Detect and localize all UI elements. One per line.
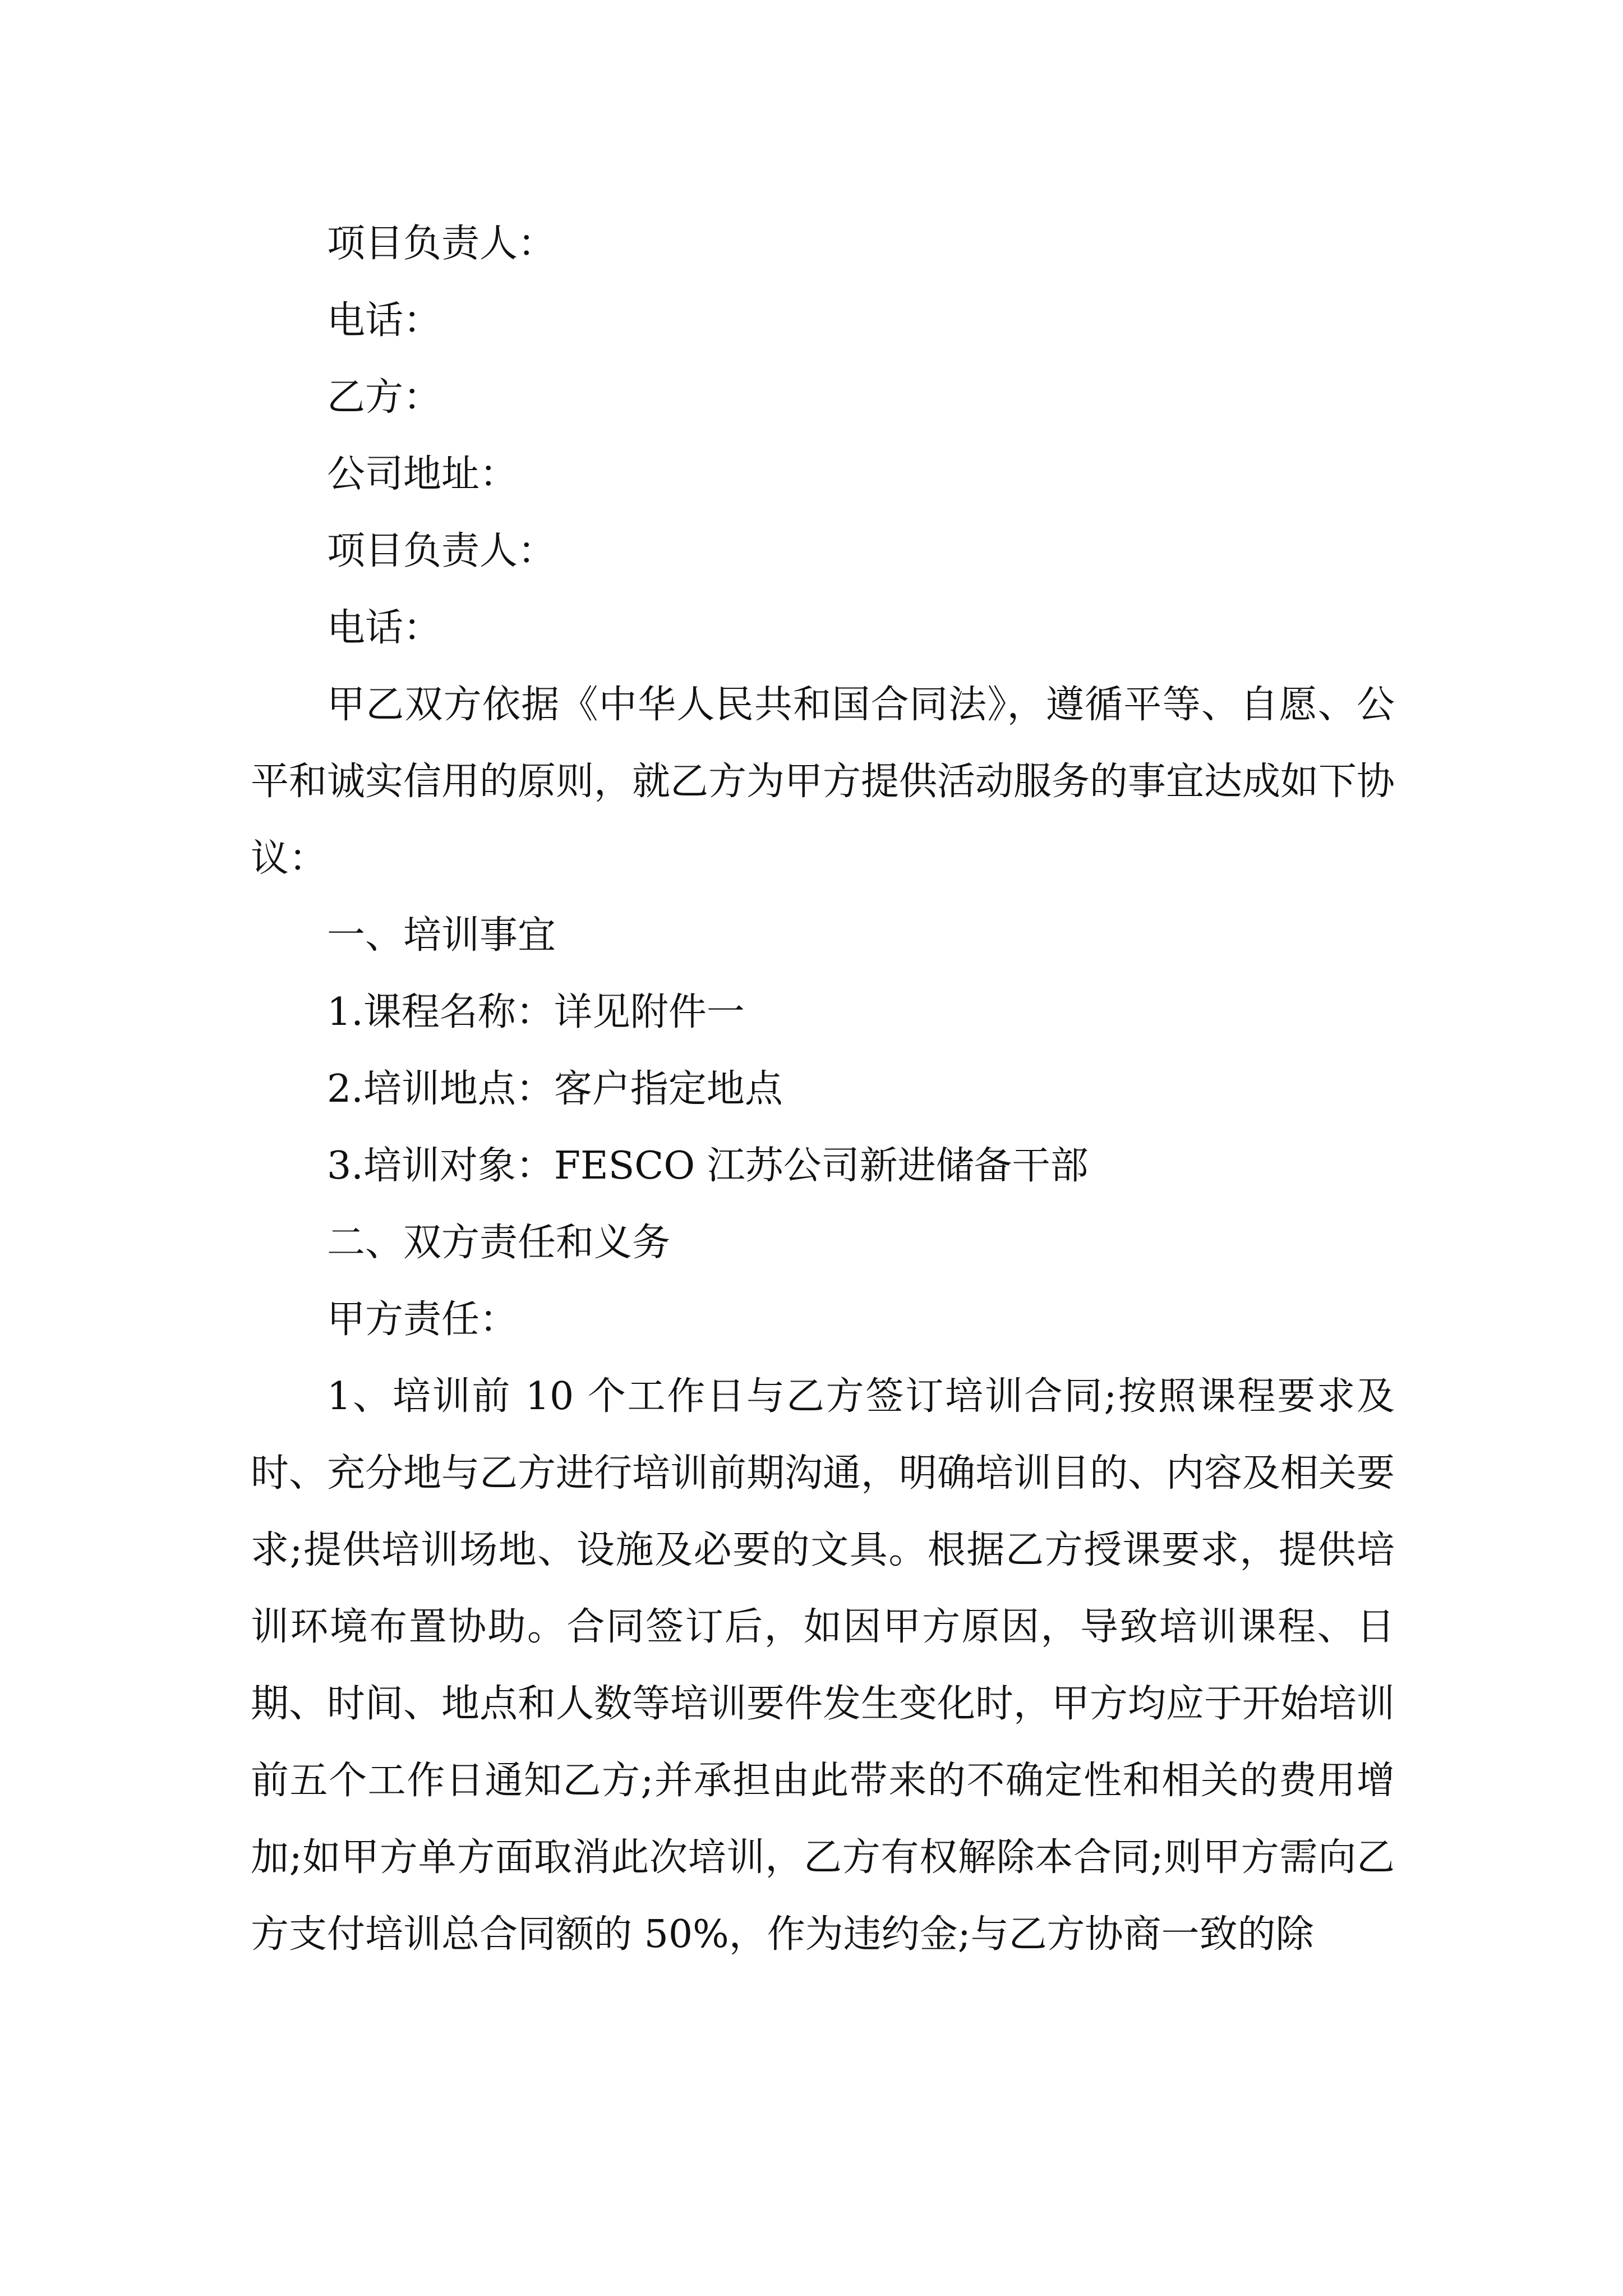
field-phone-b: 电话： [327,606,442,650]
section-one-item-audience: 3.培训对象：FESCO 江苏公司新进储备干部 [327,1144,1089,1188]
section-one-item-location: 2.培训地点：客户指定地点 [327,1067,783,1111]
field-project-lead-b: 项目负责人： [327,529,556,573]
party-a-responsibilities-heading: 甲方责任： [327,1297,518,1342]
section-one-heading: 一、培训事宜 [327,913,556,958]
field-project-lead-a: 项目负责人： [327,222,556,266]
intro-paragraph: 甲乙双方依据《中华人民共和国合同法》，遵循平等、自愿、公平和诚实信用的原则，就乙方为甲方提供活动服务的事宜达成如下协议： [251,683,1395,881]
field-company-address: 公司地址： [327,452,518,496]
field-party-b: 乙方： [327,375,442,420]
section-one-item-course-name: 1.课程名称：详见附件一 [327,990,745,1034]
section-two-heading: 二、双方责任和义务 [327,1221,671,1265]
document-body [251,205,1395,1973]
party-a-responsibilities-paragraph: 1、培训前 10 个工作日与乙方签订培训合同;按照课程要求及时、充分地与乙方进行培训前期沟通，明确培训目的、内容及相关要求;提供培训场地、设施及必要的文具。根据乙方授课要求，提供培训环境布置协助。合同签订后，如因甲方原因，导致培训课程、日期、时间、地点和人数等培训要件发生变化时，甲方均应于开始培训前五个工作日通知乙方;并承担由此带来的不确定性和相关的费用增加;如甲方单方面取消此次培训，乙方有权解除本合同;则甲方需向乙方支付培训总合同额的 50%，作为违约金;与乙方协商一致的除 [251,1374,1395,1957]
field-phone-a: 电话： [327,298,442,343]
